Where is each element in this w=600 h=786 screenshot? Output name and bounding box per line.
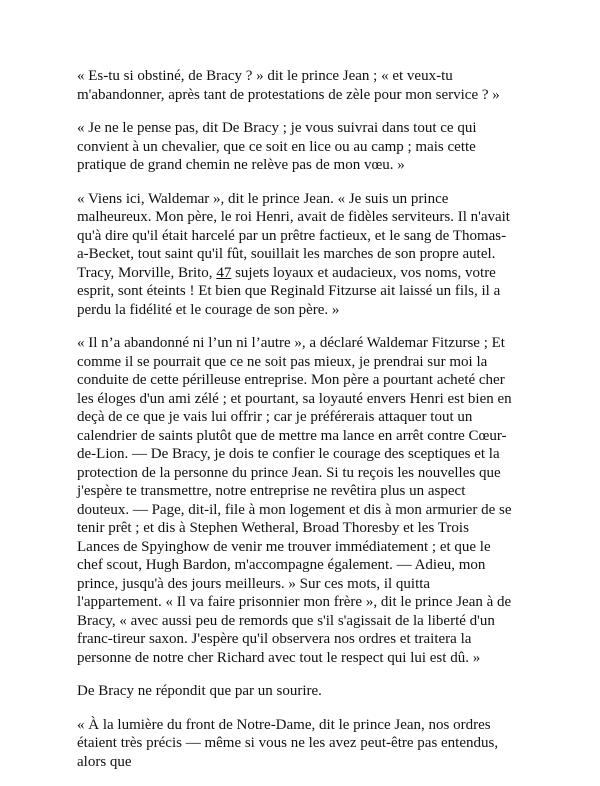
paragraph-3-text-after: sujets loyaux et audacieux, vos noms, votre esprit, sont éteints ! Et bien que Reginald Fitzurse ait laissé un fils, il a perdu la fidélité et le courage de son père. »: [77, 264, 501, 318]
paragraph-3-text-before: « Viens ici, Waldemar », dit le prince Jean. « Je suis un prince malheureux. Mon père, le roi Henri, avait de fidèles serviteurs. Il n'avait qu'à dire qu'il était harcelé par un prêtre factieux, et le sang de Thomas-a-Becket, tout saint qu'il fût, souillait les marches de son propre autel. Tracy, Morville, Brito,: [77, 190, 510, 281]
page-reference-link[interactable]: 47: [216, 264, 232, 281]
paragraph-2: « Je ne le pense pas, dit De Bracy ; je vous suivrai dans tout ce qui convient à un chevalier, que ce soit en lice ou au camp ; mais cette pratique de grand chemin ne relève pas de mon vœu. »: [77, 120, 477, 173]
paragraph-6: « À la lumière du front de Notre-Dame, dit le prince Jean, nos ordres étaient très précis — même si vous ne les avez peut-être pas entendus, alors que: [77, 716, 499, 770]
paragraph-3: [77, 190, 513, 320]
paragraph-5: De Bracy ne répondit que par un sourire.: [77, 683, 322, 699]
paragraph-1: « Es-tu si obstiné, de Bracy ? » dit le prince Jean ; « et veux-tu m'abandonner, après tant de protestations de zèle pour mon service ? »: [77, 68, 500, 103]
document-page: [77, 67, 513, 786]
paragraph-4: « Il n’a abandonné ni l’un ni l’autre », a déclaré Waldemar Fitzurse ; Et comme il se pourrait que ce ne soit pas mieux, je prendrai sur moi la conduite de cette périlleuse entreprise. Mon père a pourtant acheté cher les éloges d'un ami zélé ; et pourtant, sa loyauté envers Henri est bien en deçà de ce que je vais lui offrir ; car je préférerais attaquer tout un calendrier de saints plutôt que de mettre ma lance en arrêt contre Cœur-de-Lion. — De Bracy, je dois te confier le courage des sceptiques et la protection de la personne du prince Jean. Si tu reçois les nouvelles que j'espère te transmettre, notre entreprise ne revêtira plus un aspect douteux. — Page, dit-il, file à mon logement et dis à mon armurier de se tenir prêt ; et dis à Stephen Wetheral, Broad Thoresby et les Trois Lances de Spyinghow de venir me trouver immédiatement ; et que le chef scout, Hugh Bardon, m'accompagne également. — Adieu, mon prince, jusqu'à des jours meilleurs. » Sur ces mots, il quitta l'appartement. « Il va faire prisonnier mon frère », dit le prince Jean à de Bracy, « avec aussi peu de remords que s'il s'agissait de la liberté d'un franc-tireur saxon. J'espère qu'il observera nos ordres et traitera la personne de notre cher Richard avec tout le respect qui lui est dû. »: [77, 335, 512, 666]
